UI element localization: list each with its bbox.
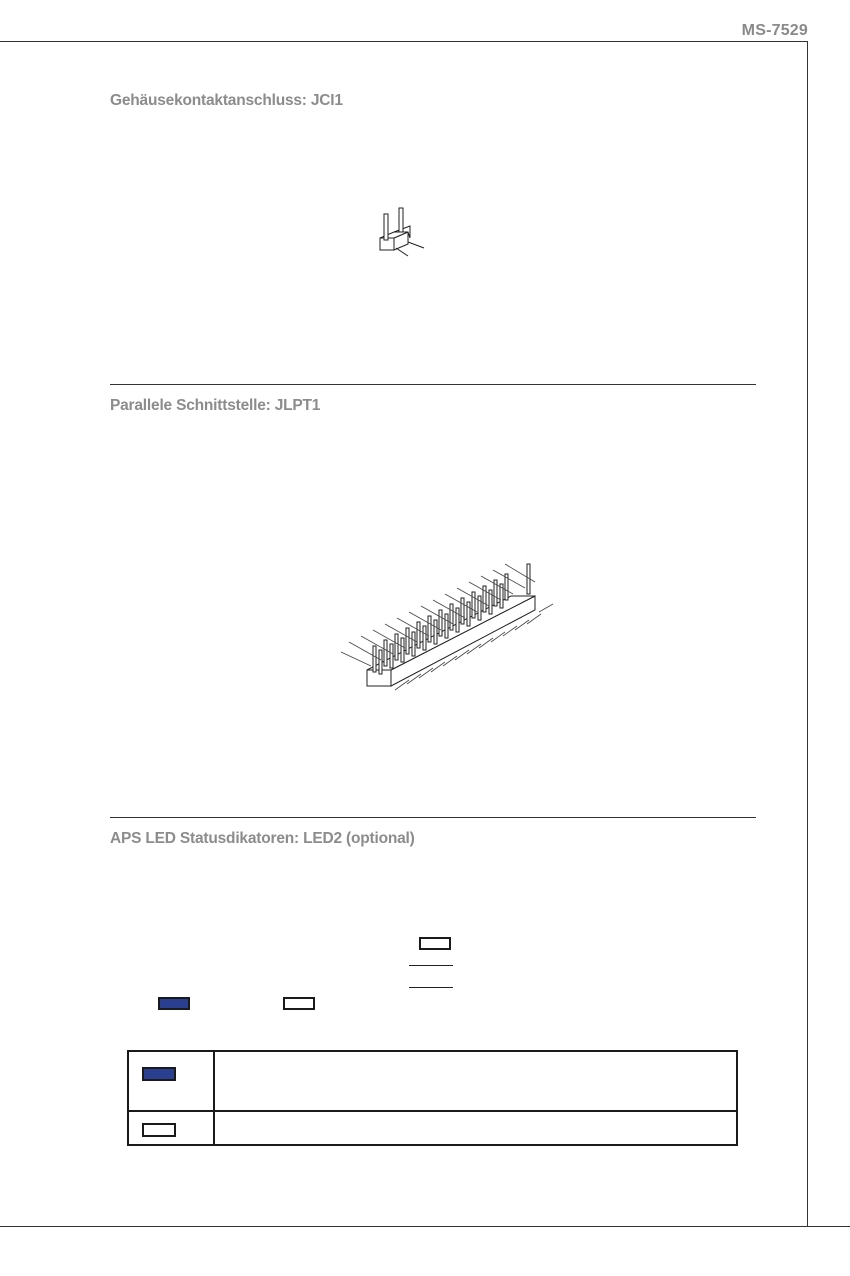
frame-top-line [0, 41, 807, 42]
section-title-led2: APS LED Statusdikatoren: LED2 (optional) [110, 830, 415, 847]
jci1-connector-diagram [372, 200, 452, 270]
legend-swatch-off [142, 1123, 176, 1137]
section-title-jci1: Gehäusekontaktanschluss: JCI1 [110, 92, 343, 109]
jlpt1-connector-diagram [335, 552, 575, 702]
led-off-indicator [283, 997, 315, 1010]
section-title-jlpt1: Parallele Schnittstelle: JLPT1 [110, 397, 321, 414]
legend-swatch-on [142, 1067, 176, 1081]
led-diagram-top-indicator [419, 937, 451, 950]
legend-divider [213, 1052, 215, 1110]
led-diagram-line-2 [409, 987, 453, 988]
frame-right-line [807, 41, 808, 1226]
frame-bottom-line [0, 1226, 850, 1227]
led-diagram-line-1 [409, 965, 453, 966]
section-rule-2 [110, 817, 756, 818]
legend-row-on [129, 1052, 736, 1112]
legend-divider [213, 1112, 215, 1146]
legend-row-off [129, 1112, 736, 1146]
led-on-indicator [158, 997, 190, 1010]
model-label: MS-7529 [741, 22, 808, 39]
section-rule-1 [110, 384, 756, 385]
led-legend-table [127, 1050, 738, 1146]
